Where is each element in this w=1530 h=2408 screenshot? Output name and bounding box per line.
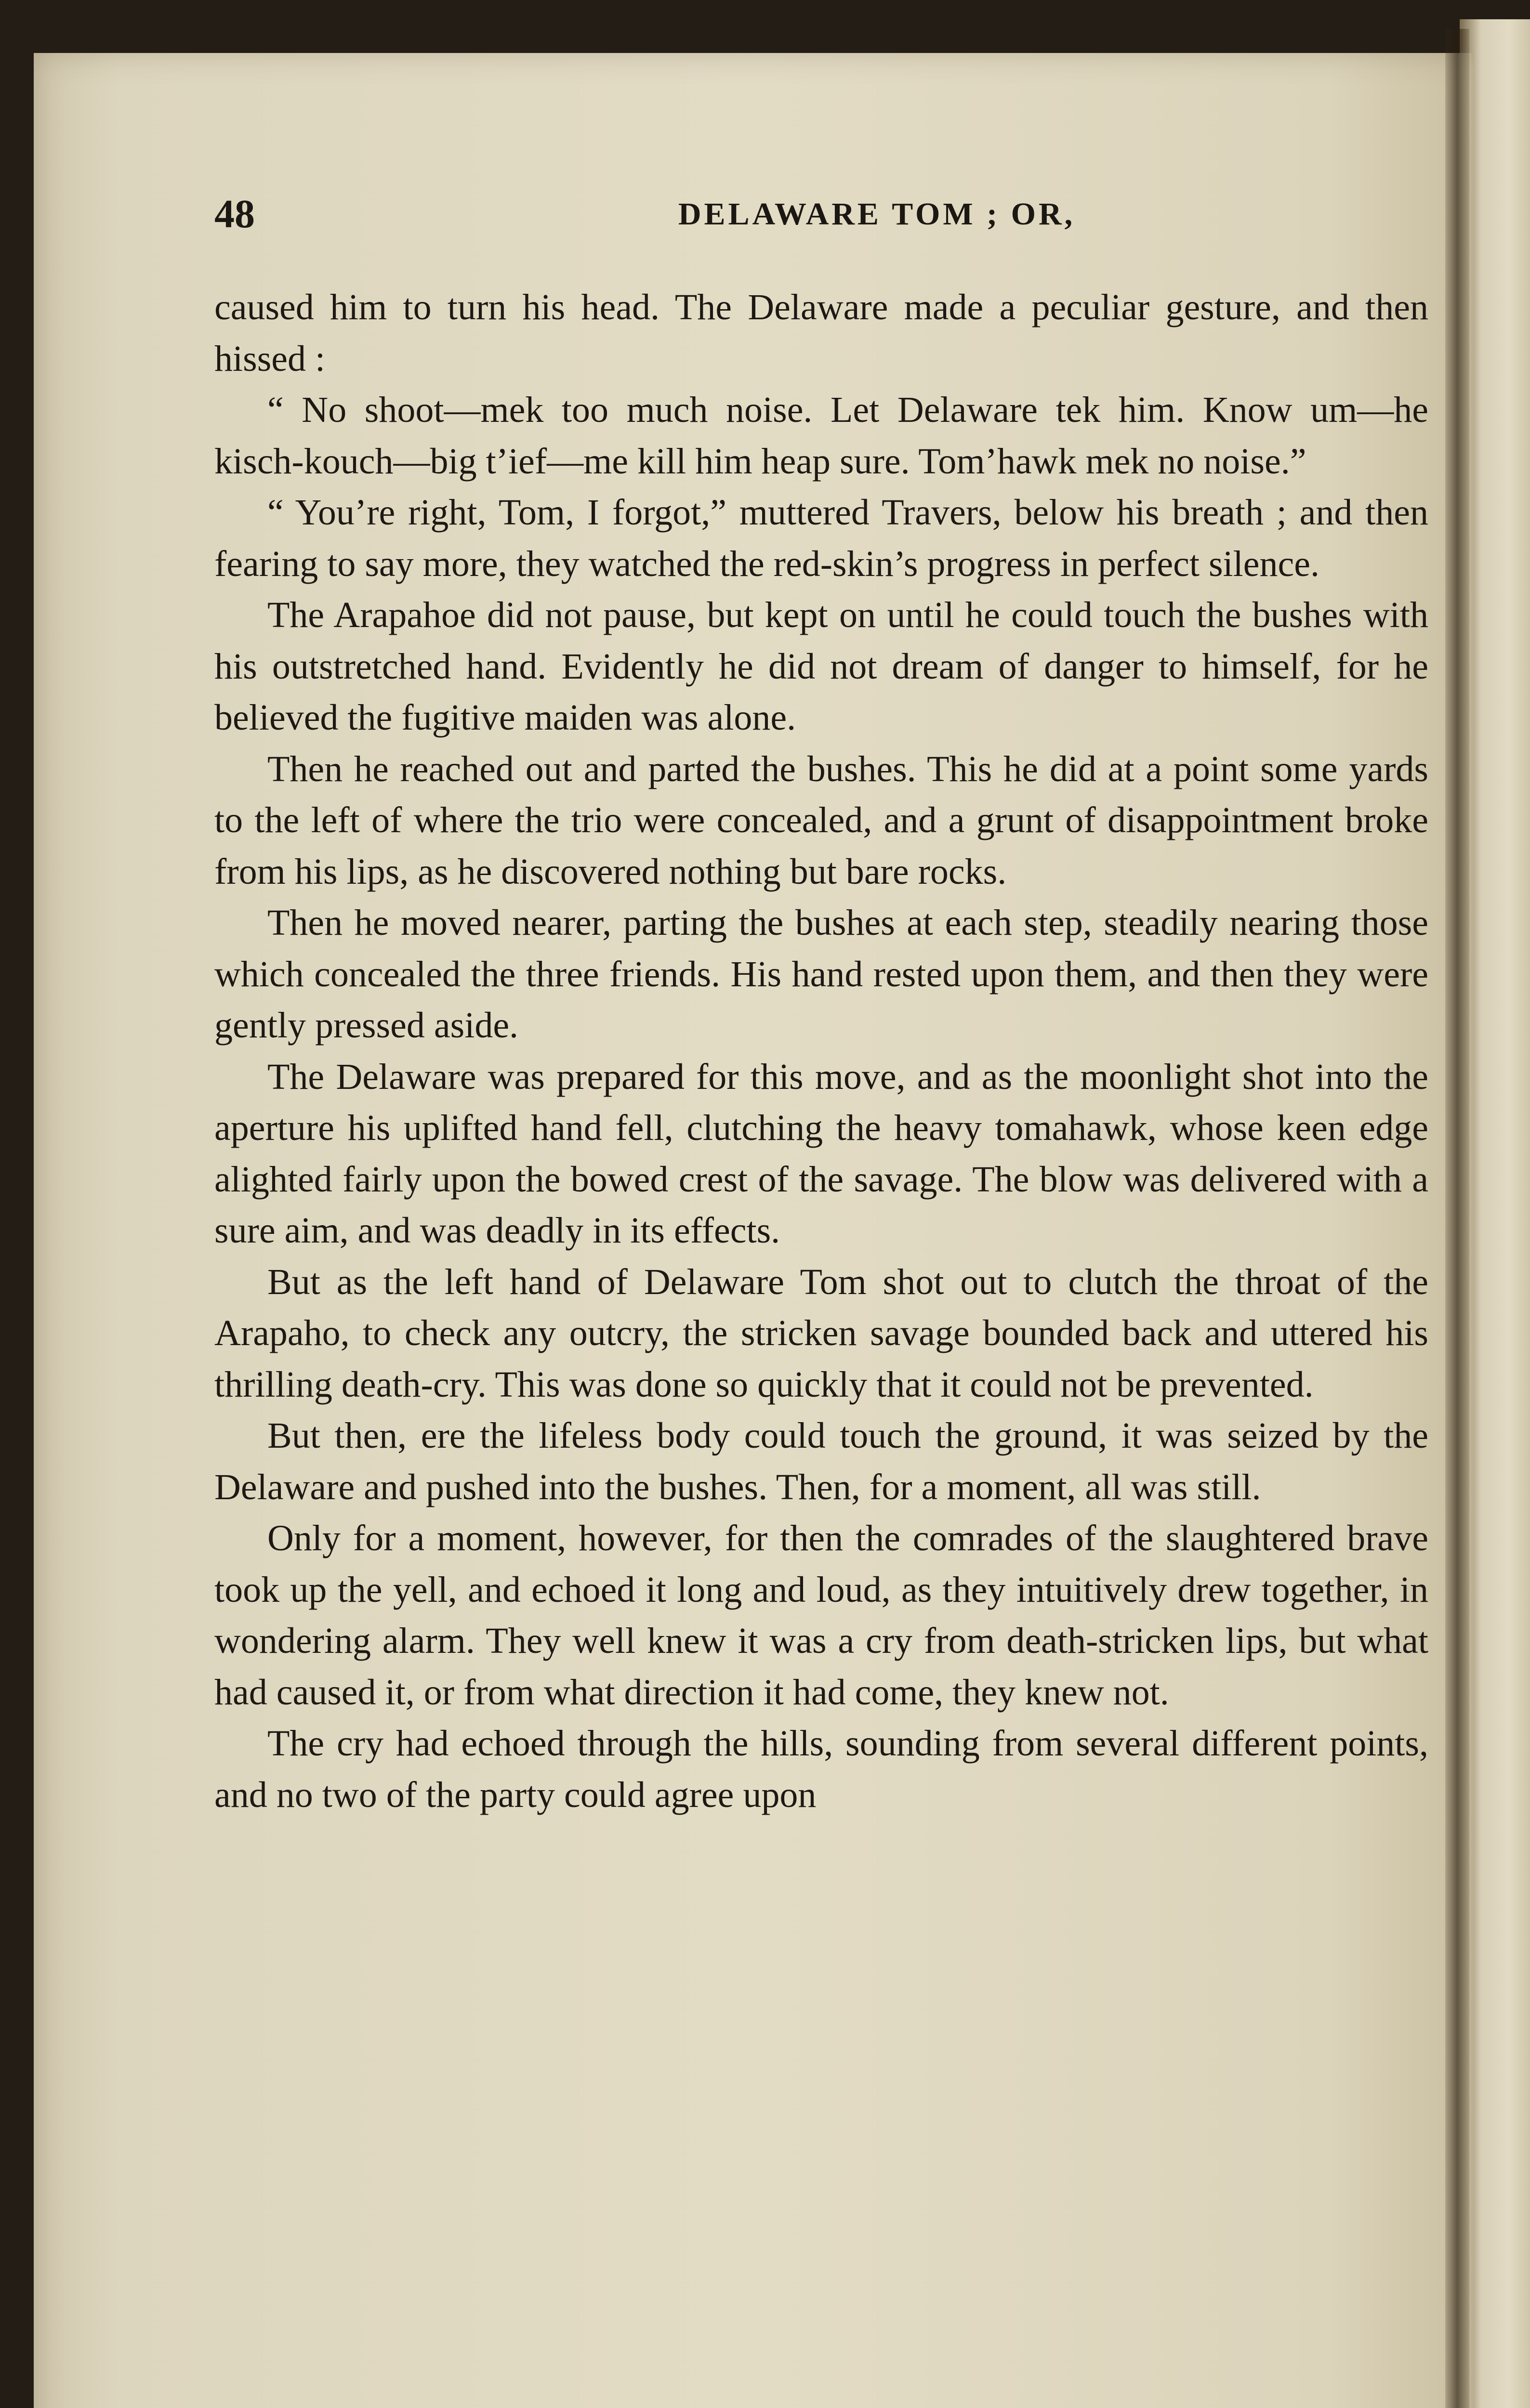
paragraph: Only for a moment, however, for then the comrades of the slaughtered brave took up the yell, and echoed it long and loud, as they intuitively drew together, in wondering alarm. They well knew it was a cry from death-stricken lips, but what had caused it, or from what direction it had come, they knew not. [214, 1518, 1428, 1713]
paragraph: Then he reached out and parted the bushes. This he did at a point some yards to the left of where the trio were concealed, and a grunt of disappointment broke from his lips, as he discovered nothing but bare rocks. [214, 748, 1428, 892]
paragraph: Then he moved nearer, parting the bushes at each step, steadily nearing those which concealed the three friends. His hand rested upon them, and then they were gently pressed aside. [214, 903, 1428, 1046]
paragraph: The Arapahoe did not pause, but kept on until he could touch the bushes with his outstretched hand. Evidently he did not dream of danger to himself, for he believed the fugitive maiden was alone. [214, 595, 1428, 738]
paragraph: The cry had echoed through the hills, sounding from several different points, and no two of the party could agree upon [214, 1723, 1428, 1815]
paragraph: The Delaware was prepared for this move, and as the moonlight shot into the aperture his uplifted hand fell, clutching the heavy tomahawk, whose keen edge alighted fairly upon the bowed crest of the savage. The blow was delivered with a sure aim, and was deadly in its effects. [214, 1056, 1428, 1251]
page-number: 48 [214, 192, 255, 236]
paragraph: But then, ere the lifeless body could touch the ground, it was seized by the Delaware and pushed into the bushes. Then, for a moment, all was still. [214, 1415, 1428, 1507]
paragraph: But as the left hand of Delaware Tom shot out to clutch the throat of the Arapaho, to check any outcry, the stricken savage bounded back and uttered his thrilling death-cry. This was done so quickly that it could not be prevented. [214, 1261, 1428, 1405]
page-gutter [1445, 29, 1469, 2408]
paragraph: “ No shoot—mek too much noise. Let Delaware tek him. Know um—he kisch-kouch—big t’ief—me kill him heap sure. Tom’hawk mek no noise.” [214, 390, 1428, 482]
running-head: DELAWARE TOM ; OR, [678, 196, 1076, 232]
paragraph: “ You’re right, Tom, I forgot,” muttered Travers, below his breath ; and then fearing to say more, they watched the red-skin’s progress in perfect silence. [214, 492, 1428, 584]
body-text [214, 282, 1428, 1820]
page-header [214, 188, 1428, 241]
paragraph: caused him to turn his head. The Delaware made a peculiar gesture, and then hissed : [214, 287, 1428, 379]
